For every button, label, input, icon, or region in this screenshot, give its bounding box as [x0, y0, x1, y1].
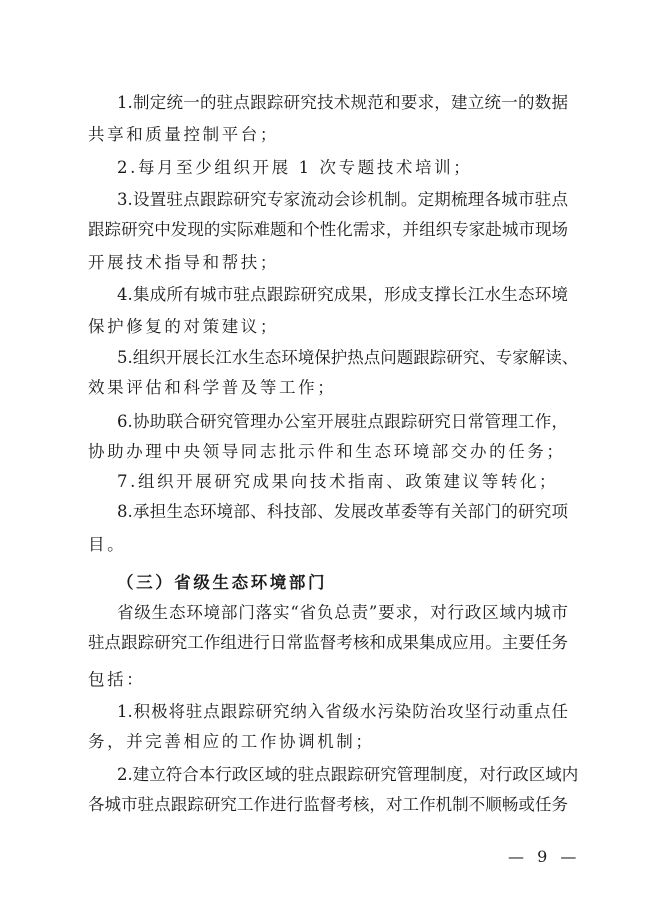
text-line: 目。 [88, 535, 127, 554]
text-line: 6.协助联合研究管理办公室开展驻点跟踪研究日常管理工作， [117, 412, 568, 431]
text-line: 1.积极将驻点跟踪研究纳入省级水污染防治攻坚行动重点任 [117, 702, 568, 721]
text-line: 跟踪研究中发现的实际难题和个性化需求，并组织专家赴城市现场 [88, 220, 568, 239]
text-line: 3.设置驻点跟踪研究专家流动会诊机制。定期梳理各城市驻点 [117, 190, 568, 209]
text-line: 务，并完善相应的工作协调机制； [88, 732, 375, 751]
text-line: 共享和质量控制平台； [88, 125, 279, 144]
text-line: 开展技术指导和帮扶； [88, 253, 279, 272]
text-line: 各城市驻点跟踪研究工作进行监督考核，对工作机制不顺畅或任务 [88, 795, 568, 814]
text-line: 1.制定统一的驻点跟踪研究技术规范和要求，建立统一的数据 [117, 93, 568, 112]
text-line: 7.组织开展研究成果向技术指南、政策建议等转化； [117, 472, 559, 491]
text-line: 4.集成所有城市驻点跟踪研究成果，形成支撑长江水生态环境 [117, 285, 568, 304]
text-line: 协助办理中央领导同志批示件和生态环境部交办的任务； [88, 442, 566, 461]
text-line: 5.组织开展长江水生态环境保护热点问题跟踪研究、专家解读、 [117, 348, 579, 367]
text-line: 2.每月至少组织开展 1 次专题技术培训； [117, 158, 473, 177]
text-line: 省级生态环境部门落实“省负总责”要求，对行政区域内城市 [117, 603, 568, 622]
text-line: 效果评估和科学普及等工作； [88, 378, 337, 397]
page-number: — 9 — [508, 847, 581, 866]
text-line: 2.建立符合本行政区域的驻点跟踪研究管理制度，对行政区域内 [117, 765, 579, 784]
text-line: 8.承担生态环境部、科技部、发展改革委等有关部门的研究项 [117, 502, 568, 521]
text-line: 驻点跟踪研究工作组进行日常监督考核和成果集成应用。主要任务 [88, 633, 568, 652]
text-line: 包括： [88, 670, 146, 689]
text-line: 保护修复的对策建议； [88, 317, 279, 336]
section-heading: （三）省级生态环境部门 [117, 573, 328, 592]
